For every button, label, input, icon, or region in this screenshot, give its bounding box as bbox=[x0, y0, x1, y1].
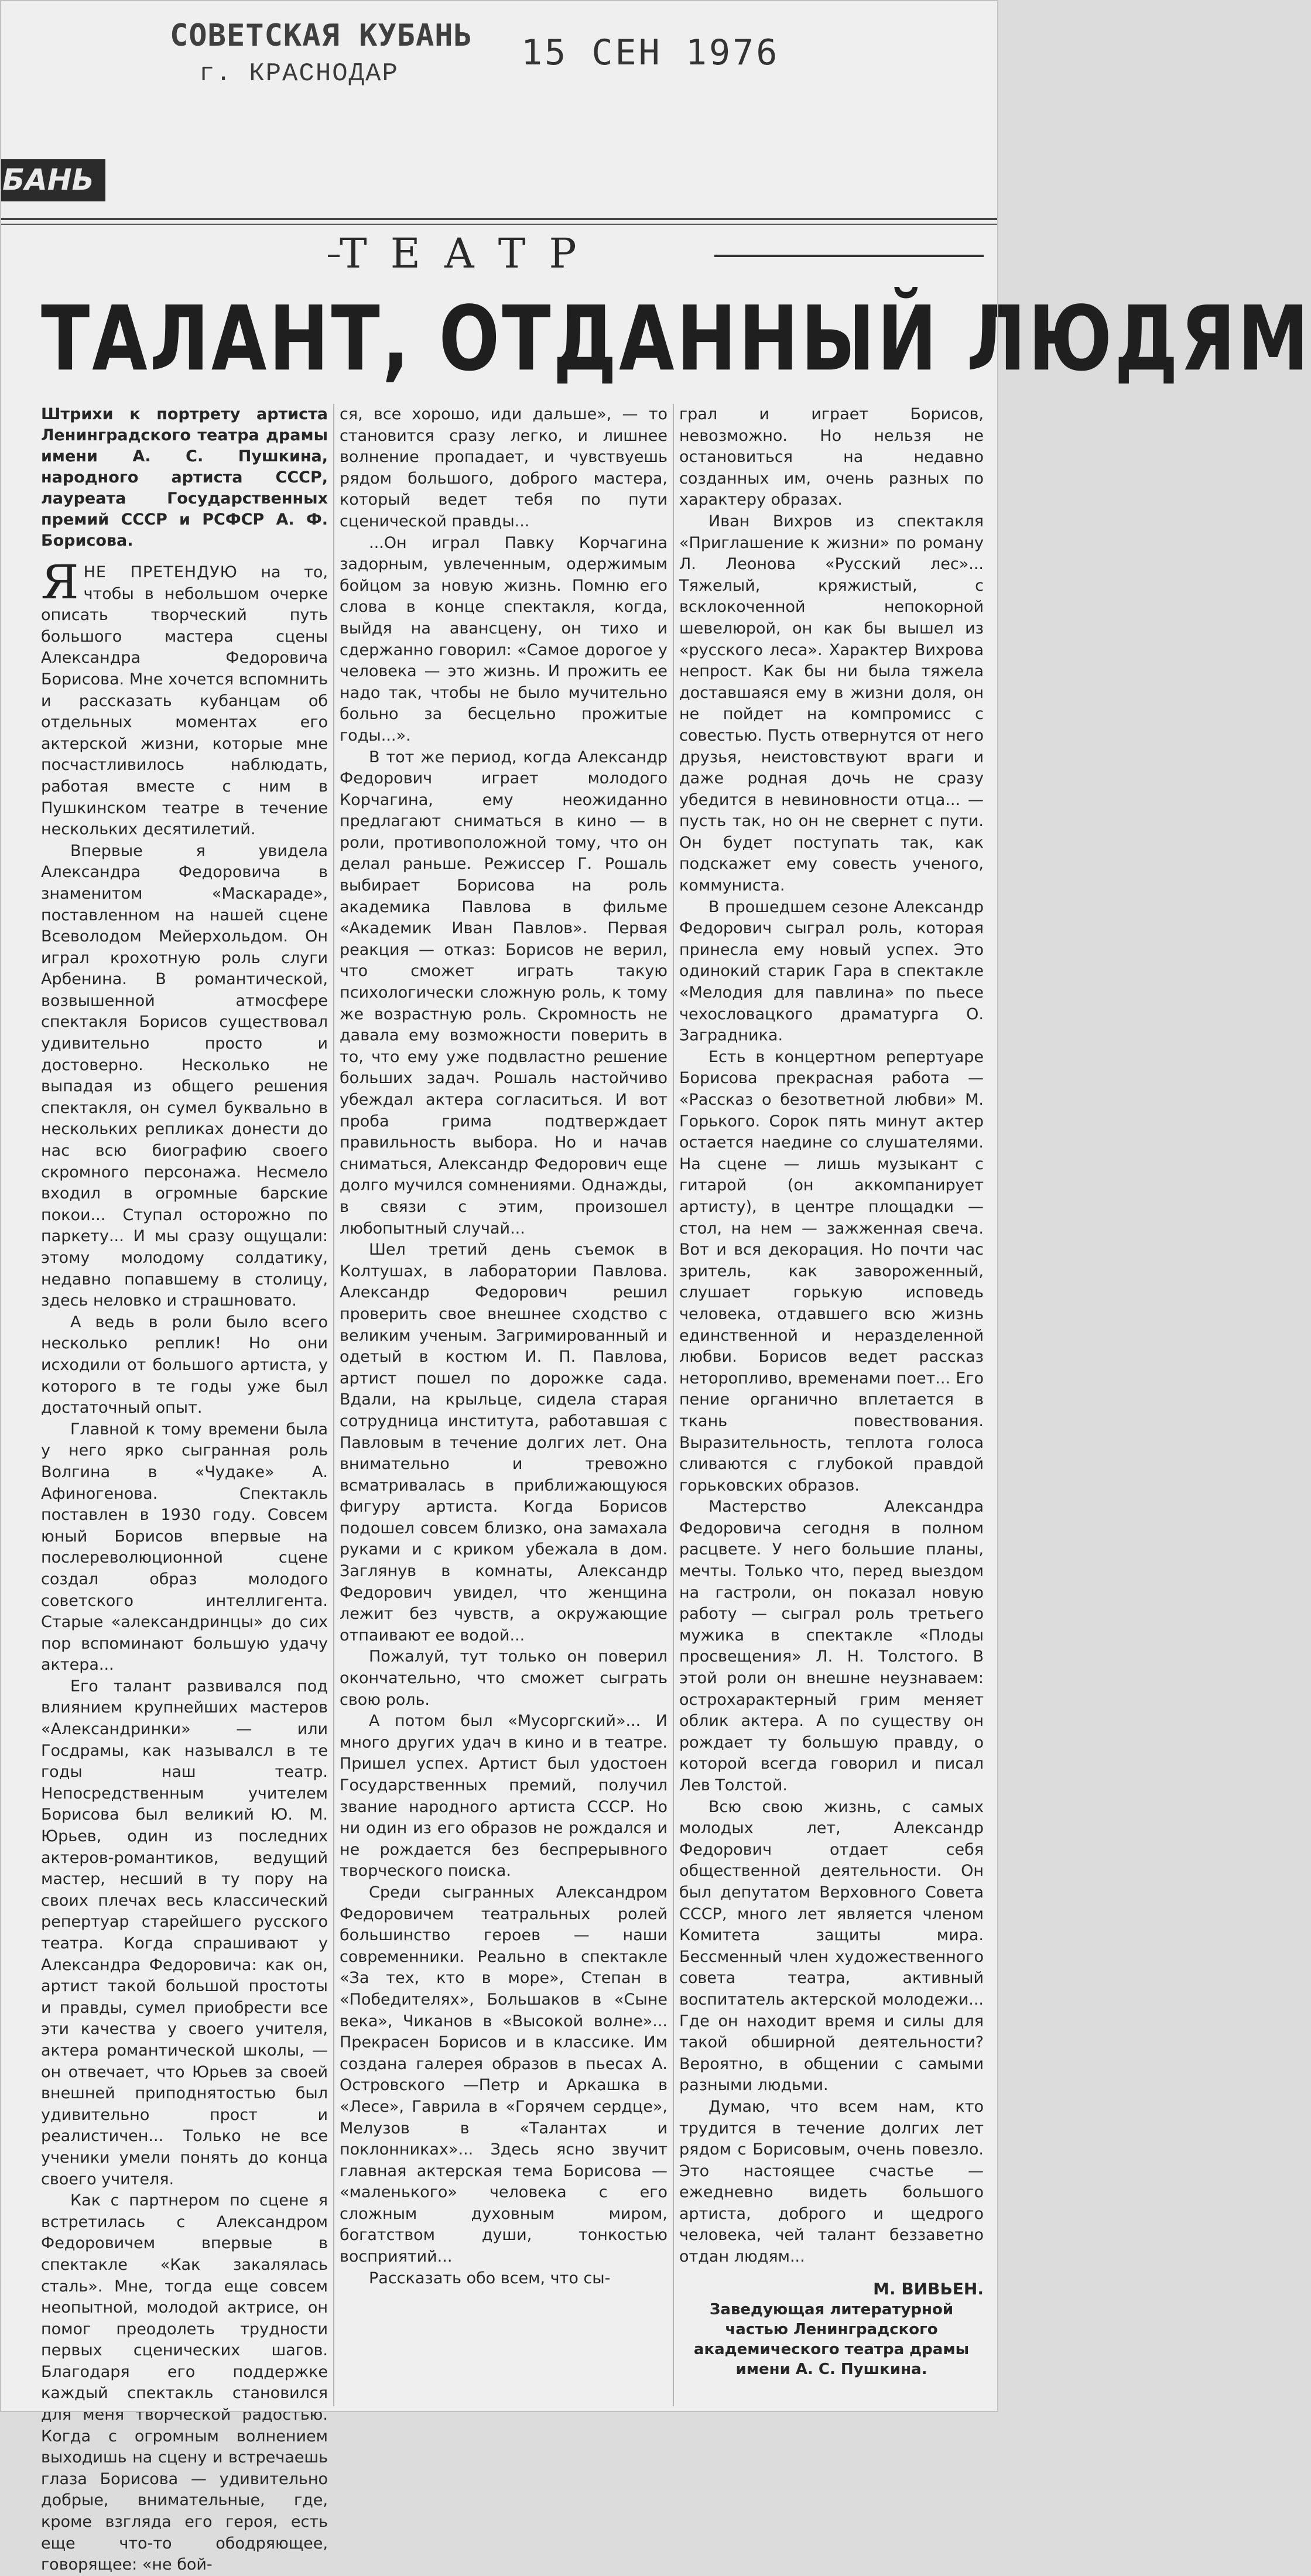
paragraph: А потом был «Мусоргский»... И много других удач в кино и в театре. Пришел успех. Артист был удостоен Государственных премий, получил звание народного артиста СССР. Но ни один из его образов не рождался и не рождается без беспрерывного творческого поиска. bbox=[340, 1712, 668, 1880]
article-column-2 bbox=[340, 404, 668, 2406]
paragraph: В прошедшем сезоне Александр Федорович сыграл роль, которая принесла ему новый успех. Это одинокий старик Гара в спектакле «Мелодия для павлина» по пьесе чехословацкого драматурга О. Заградника. bbox=[679, 898, 984, 1045]
section-line-right bbox=[714, 255, 984, 257]
author-signature: М. ВИВЬЕН. bbox=[873, 2279, 984, 2298]
paragraph: Впервые я увидела Александра Федоровича в знаменитом «Маскараде», поставленном на нашей сцене Всеволодом Мейерхольдом. Он играл крохотную роль слуги Арбенина. В романтической, возвышенной атмосфере спектакля Борисов существовал удивительно просто и достоверно. Несколько не выпадая из общего решения спектакля, он сумел буквально в нескольких репликах донести до нас всю биографию своего скромного персонажа. Несмело входил в огромные барские покои... Ступал осторожно по паркету... И мы сразу ощущали: этому молодому солдатику, недавно попавшему в столицу, здесь неловко и страшновато. bbox=[41, 841, 328, 1310]
masthead-fragment bbox=[0, 159, 105, 201]
paragraph: Есть в концертном репертуаре Борисова прекрасная работа — «Рассказ о безответной любви» М. Горького. Сорок пять минут актер остается наедине со слушателями. На сцене — лишь музыкант с гитарой (он аккомпанирует артисту), в центре площадки — стол, на нем — зажженная свеча. Вот и вся декорация. Но почти час зритель, как завороженный, слушает горькую исповедь человека, отдавшего всю жизнь единственной и неразделенной любви. Борисов ведет рассказ неторопливо, временами поет... Его пение органично вплетается в ткань повествования. Выразительность, теплота голоса сливаются с глубокой правдой горьковских образов. bbox=[679, 1047, 984, 1495]
article-column-1 bbox=[41, 404, 328, 2574]
column-divider-1 bbox=[333, 404, 334, 2406]
masthead-fragment-text: БАНЬ bbox=[2, 163, 94, 197]
column-divider-2 bbox=[673, 404, 674, 2406]
top-rule-thin bbox=[0, 224, 998, 225]
paragraph: Шел третий день съемок в Колтушах, в лаборатории Павлова. Александр Федорович решил проверить свое внешнее сходство с великим ученым. Загримированный и одетый в костюм И. П. Павлова, артист пошел по дорожке сада. Вдали, на крыльце, сидела старая сотрудница института, работавшая с Павловым в течение долгих лет. Она внимательно и тревожно всматривалась в приближающуюся фигуру артиста. Когда Борисов подошел совсем близко, она замахала руками и с криком убежала в дом. Заглянув в комнаты, Александр Федорович увидел, что женщина лежит без чувств, а окружающие отпаивают ее водой... bbox=[340, 1241, 668, 1645]
paragraph: В тот же период, когда Александр Федорович играет молодого Корчагина, ему неожиданно предлагают сниматься в кино — в роли, противоположной тому, что он делал раньше. Режиссер Г. Рошаль выбирает Борисова на роль академика Павлова в фильме «Академик Иван Павлов». Первая реакция — отказ: Борисов не верил, что сможет играть такую психологически сложную роль, к тому же возрастную роль. Скромность не давала ему возможности поверить в то, что ему уже подвластно решение больших задач. Рошаль настойчиво убеждал актера согласиться. И вот проба грима подтверждает правильность выбора. Но и начав сниматься, Александр Федорович еще долго мучился сомнениями. Однажды, в связи с этим, произошел любопытный случай... bbox=[340, 748, 668, 1238]
paragraph: Главной к тому времени была у него ярко сыгранная роль Волгина в «Чудаке» А. Афиногенова. Спектакль поставлен в 1930 году. Совсем юный Борисов впервые на послереволюционной сцене создал образ молодого советского интеллигента. Старые «александринцы» до сих пор вспоминают большую удачу актера... bbox=[41, 1420, 328, 1674]
section-title: ТЕАТР bbox=[340, 229, 600, 278]
paragraph: Всю свою жизнь, с самых молодых лет, Александр Федорович отдает себя общественной деятельности. Он был депутатом Верховного Совета СССР, много лет является членом Комитета защиты мира. Бессменный член художественного совета театра, активный воспитатель актерской молодежи... Где он находит время и силы для такой обширной деятельности? Вероятно, в общении с самыми разными людьми. bbox=[679, 1797, 984, 2095]
section-line-left bbox=[328, 255, 340, 257]
stamp-newspaper-name: СОВЕТСКАЯ КУБАНЬ bbox=[170, 18, 473, 53]
lead-text: на то, чтобы в небольшом очерке описать творческий путь большого мастера сцены Александра Федоровича Борисова. Мне хочется вспомнить и рассказать кубанцам об отдельных моментах его актерской жизни, которые мне посчастливилось наблюдать, работая вместе с ним в Пушкинском театре в течение нескольких десятилетий. bbox=[41, 563, 328, 839]
intro-text: Штрихи к портрету артиста Ленинградского театра драмы имени А. С. Пушкина, народного артиста СССР, лауреата Государственных премий СССР и РСФСР А. Ф. Борисова. bbox=[41, 405, 328, 550]
paragraph: Думаю, что всем нам, кто трудится в течение долгих лет рядом с Борисовым, очень повезло. Это настоящее счастье — ежедневно видеть большого артиста, доброго и щедрого человека, чей талант беззаветно отдан людям... bbox=[679, 2097, 984, 2266]
lead-paragraph bbox=[41, 555, 328, 841]
paragraph: ся, все хорошо, иди дальше», — то становится сразу легко, и лишнее волнение пропадает, и чувствуешь рядом большого, доброго мастера, который ведет тебя по пути сценической правды... bbox=[340, 405, 668, 530]
paragraph: А ведь в роли было всего несколько реплик! Но они исходили от большого артиста, у которого в те годы уже был достаточный опыт. bbox=[41, 1313, 328, 1417]
paragraph: Как с партнером по сцене я встретилась с Александром Федоровичем впервые в спектакле «Как закалялась сталь». Мне, тогда еще совсем неопытной, молодой актрисе, он помог преодолеть трудности первых сценических шагов. Благодаря его поддержке каждый спектакль становился для меня творческой радостью. Когда с огромным волнением выходишь на сцену и встречаешь глаза Борисова — удивительно добрые, внимательные, где, кроме взгляда его героя, есть еще что-то ободряющее, говорящее: «не бой- bbox=[41, 2191, 328, 2574]
stamp-city: г. КРАСНОДАР bbox=[199, 59, 399, 88]
lead-caps: НЕ ПРЕТЕНДУЮ bbox=[83, 563, 238, 581]
paragraph: грал и играет Борисов, невозможно. Но нельзя не остановиться на недавно созданных им, очень разных по характеру образах. bbox=[679, 405, 984, 509]
archive-stamp bbox=[164, 15, 780, 91]
paragraph: Мастерство Александра Федоровича сегодня в полном расцвете. У него большие планы, мечты. Только что, перед выездом на гастроли, он показал новую работу — сыграл роль третьего мужика в спектакле «Плоды просвещения» Л. Н. Толстого. В этой роли он внешне неузнаваем: острохарактерный грим меняет облик актера. А по существу он рождает ту большую правду, о которой всегда говорил и писал Лев Толстой. bbox=[679, 1498, 984, 1794]
article-headline: ТАЛАНТ, ОТДАННЫЙ ЛЮДЯМ bbox=[41, 287, 1311, 391]
article-intro bbox=[41, 404, 328, 551]
stamp-date: 15 СЕН 1976 bbox=[521, 32, 780, 73]
paragraph: Рассказать обо всем, что сы- bbox=[369, 2269, 611, 2287]
article-column-3 bbox=[679, 404, 984, 2406]
paragraph: Его талант развивался под влиянием крупнейших мастеров «Александринки» — или Госдрамы, как называлсл в те годы наш театр. Непосредственным учителем Борисова был великий Ю. М. Юрьев, один из последних актеров-романтиков, ведущий мастер, несший в ту пору на своих плечах весь классический репертуар старейшего русского театра. Когда спрашивают у Александра Федоровича: как он, артист такой большой простоты и правды, сумел приобрести все эти качества у своего учителя, актера романтической школы, — он отвечает, что Юрьев за своей внешней приподнятостью был удивительно прост и реалистичен... Только не все ученики умели понять до конца своего учителя. bbox=[41, 1677, 328, 2188]
author-title: Заведующая литературной частью Ленинградского академического театра драмы имени А. С. Пушкина. bbox=[693, 2301, 970, 2379]
paragraph: Иван Вихров из спектакля «Приглашение к жизни» по роману Л. Леонова «Русский лес»... Тяжелый, кряжистый, с всклокоченной непокорной шевелюрой, он как бы вышел из «русского леса». Характер Вихрова непрост. Как бы ни была тяжела доставшаяся ему в жизни доля, он не пойдет на компромисс с совестью. Пусть отвернутся от него друзья, неистовствуют враги и даже родная дочь не сразу убедится в невиновности отца... — пусть так, но он не свернет с пути. Он будет поступать так, как подскажет ему совесть ученого, коммуниста. bbox=[679, 512, 984, 895]
paragraph: Пожалуй, тут только он поверил окончательно, что сможет сыграть свою роль. bbox=[340, 1647, 668, 1709]
paragraph: Среди сыгранных Александром Федоровичем театральных ролей большинство героев — наши современники. Реально в спектакле «За тех, кто в море», Степан в «Победителях», Большаков в «Сыне века», Чиканов в «Высокой волне»... Прекрасен Борисов и в классике. Им создана галерея образов в пьесах А. Островского —Петр и Аркашка в «Лесе», Гаврила в «Горячем сердце», Мелузов в «Талантах и поклонниках»... Здесь ясно звучит главная актерская тема Борисова — «маленького» человека с его сложным духовным миром, богатством души, тонкостью восприятий... bbox=[340, 1883, 668, 2266]
paragraph: ...Он играл Павку Корчагина задорным, увлеченным, одержимым бойцом за новую жизнь. Помню его слова в конце спектакля, когда, выйдя на авансцену, он тихо и сдержанно говорил: «Самое дорогое у человека — это жизнь. И прожить ее надо так, чтобы не было мучительно больно за бесцельно прожитые годы...». bbox=[340, 533, 668, 745]
drop-cap: Я bbox=[41, 555, 79, 609]
top-rule bbox=[0, 218, 998, 220]
